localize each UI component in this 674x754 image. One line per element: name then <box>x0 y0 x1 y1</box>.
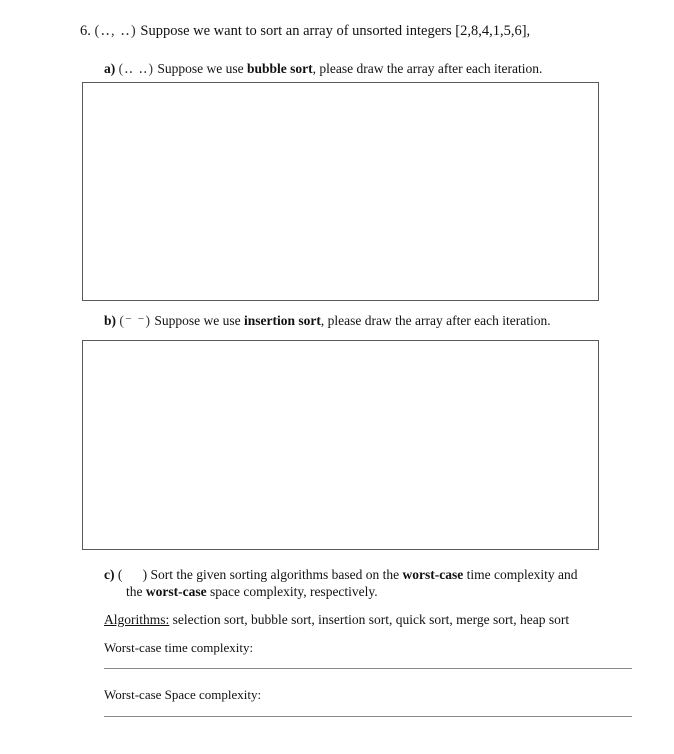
question-text: Suppose we want to sort an array of unsorted integers [2,8,4,1,5,6], <box>140 23 531 39</box>
part-a-text-post: , please draw the array after each iteration. <box>312 61 543 76</box>
part-c-line1-bold: worst-case <box>402 567 464 582</box>
question-number: 6. <box>80 23 91 39</box>
worst-case-space-label: Worst-case Space complexity: <box>104 687 262 702</box>
part-b-label: b) <box>104 313 117 328</box>
part-c-line1-pre: Sort the given sorting algorithms based on the <box>150 567 403 582</box>
part-a-prompt <box>104 60 542 78</box>
part-a-label: a) <box>104 61 116 76</box>
part-b-prompt <box>104 312 551 330</box>
worst-case-space-answer-line[interactable] <box>104 716 632 717</box>
part-b-answer-box[interactable] <box>82 340 599 550</box>
part-a-text-pre: Suppose we use <box>157 61 247 76</box>
part-c-line1-post: time complexity and <box>463 567 578 582</box>
part-c-prompt-line2 <box>126 583 378 601</box>
part-b-text-bold: insertion sort <box>244 313 321 328</box>
algorithms-list: selection sort, bubble sort, insertion sort, quick sort, merge sort, heap sort <box>169 612 570 627</box>
part-a-text-bold: bubble sort <box>247 61 313 76</box>
part-a-points: (‥ ‥) <box>118 61 154 76</box>
part-b-text-pre: Suppose we use <box>154 313 245 328</box>
part-b-text-post: , please draw the array after each iteration. <box>320 313 551 328</box>
part-b-points: (⁻ ⁻) <box>119 313 152 328</box>
part-c-line2-post: space complexity, respectively. <box>206 584 378 599</box>
part-c-label: c) <box>104 567 115 582</box>
part-c-prompt-line1 <box>104 566 578 584</box>
part-a-answer-box[interactable] <box>82 82 599 301</box>
part-c-line2-bold: worst-case <box>145 584 207 599</box>
part-c-points: ( ) <box>117 567 148 582</box>
worst-case-time-answer-line[interactable] <box>104 668 632 669</box>
worst-case-time-label: Worst-case time complexity: <box>104 640 254 655</box>
question-points: (‥, ‥) <box>94 23 137 39</box>
algorithms-list-line <box>104 611 569 629</box>
algorithms-label: Algorithms: <box>104 612 170 627</box>
part-c-line2-pre: the <box>126 584 146 599</box>
question-6-header <box>80 22 530 40</box>
